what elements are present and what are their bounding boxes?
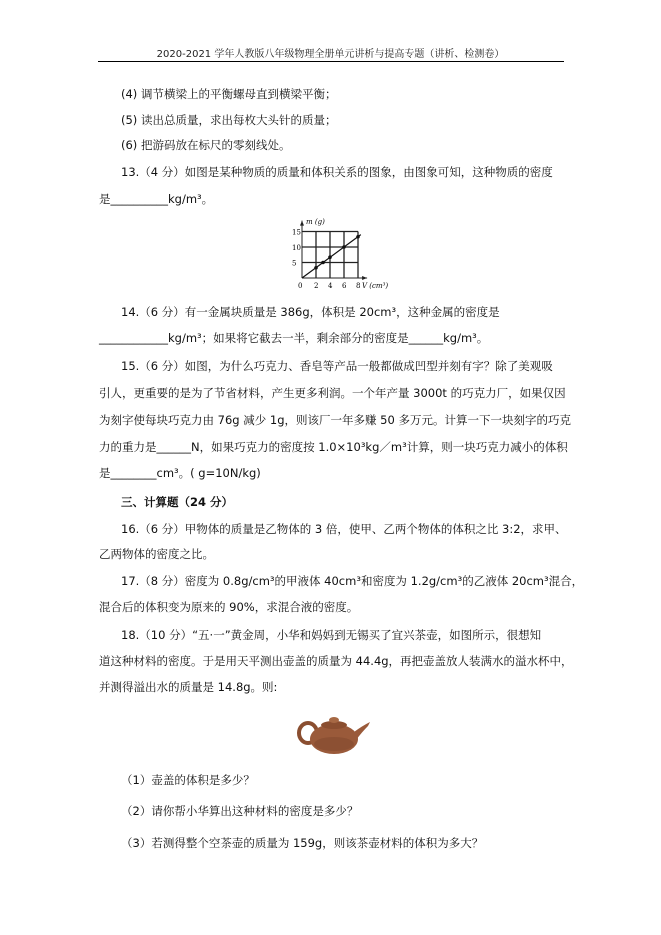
line-q15-c: 为刻字使每块巧克力由 76g 减少 1g，则该厂一年多赚 50 多万元。计算一下一块刻字的巧克	[99, 413, 571, 427]
teapot-knob	[329, 717, 339, 723]
line-q13-b: 是__________kg/m³。	[99, 192, 214, 206]
line-q15-a: 15.（6 分）如图，为什么巧克力、香皂等产品一般都做成凹型并刻有字？除了美观吸	[121, 359, 553, 373]
line-step-4: (4) 调节横梁上的平衡螺母直到横梁平衡；	[121, 87, 337, 101]
line-q15-d: 力的重力是______N，如果巧克力的密度按 1.0×10³kg／m³计算，则一块巧克力减小的体积	[99, 440, 568, 454]
line-q14-a: 14.（6 分）有一金属块质量是 386g，体积是 20cm³，这种金属的密度是	[121, 305, 500, 319]
x-tick-label: 8	[356, 282, 361, 290]
x-axis-arrow	[362, 276, 367, 280]
y-tick-label: 5	[292, 259, 297, 268]
x-tick-label: 6	[342, 282, 347, 290]
line-q16-b: 乙两物体的密度之比。	[99, 547, 214, 561]
teapot-shade	[314, 737, 354, 751]
line-q18-b: 道这种材料的密度。于是用天平测出壶盖的质量为 44.4g，再把壶盖放人装满水的溢水杯中，	[99, 654, 573, 668]
line-q15-b: 引人，更重要的是为了节省材料，产生更多利润。一个年产量 3000t 的巧克力厂，如果仅因	[99, 386, 566, 400]
line-q18-2: （2）请你帮小华算出这种材料的密度是多少？	[121, 804, 359, 818]
y-axis-label: m (g)	[306, 218, 325, 227]
data-point	[342, 245, 346, 249]
line-q13-a: 13.（4 分）如图是某种物质的质量和体积关系的图象，由图象可知，这种物质的密度	[121, 165, 553, 179]
line-q18-3: （3）若测得整个空茶壶的质量为 159g，则该茶壶材料的体积为多大？	[121, 836, 484, 850]
x-tick-label: 4	[328, 282, 333, 290]
x-axis-label: V (cm³)	[362, 282, 389, 290]
x-tick-label: 0	[298, 282, 303, 290]
y-tick-label: 15	[292, 228, 301, 237]
data-point	[314, 266, 318, 270]
line-q15-e: 是________cm³。( g=10N/kg)	[99, 466, 261, 480]
line-step-6: (6) 把游码放在标尺的零刻线处。	[121, 138, 291, 152]
line-step-5: (5) 读出总质量，求出每枚大头针的质量；	[121, 113, 337, 127]
line-q17-b: 混合后的体积变为原来的 90%，求混合液的密度。	[99, 600, 359, 614]
page-header: 2020-2021 学年人教版八年级物理全册单元讲析与提高专题（讲析、检测卷）	[156, 49, 505, 60]
teapot-image	[296, 712, 372, 758]
mass-volume-graph	[280, 212, 400, 292]
line-section-3: 三、计算题（24 分）	[121, 495, 234, 509]
x-tick-label: 2	[314, 282, 319, 290]
data-point	[356, 235, 360, 239]
line-q18-a: 18.（10 分）“五·一”黄金周，小华和妈妈到无锡买了宜兴茶壶，如图所示，很想知	[121, 628, 542, 642]
line-q18-1: （1）壶盖的体积是多少？	[121, 773, 255, 787]
line-q18-c: 并测得溢出水的质量是 14.8g。则:	[99, 680, 278, 694]
line-q14-b: ____________kg/m³；如果将它截去一半，剩余部分的密度是______kg/m³。	[99, 331, 489, 345]
y-tick-label: 10	[292, 244, 301, 252]
data-point	[321, 261, 325, 265]
line-q17-a: 17.（8 分）密度为 0.8g/cm³的甲液体 40cm³和密度为 1.2g/cm³的乙液体 20cm³混合，	[121, 574, 584, 588]
data-point	[328, 255, 332, 259]
header-rule	[98, 61, 564, 62]
y-axis-arrow	[300, 221, 304, 226]
line-q16-a: 16.（6 分）甲物体的质量是乙物体的 3 倍，使甲、乙两个物体的体积之比 3:2，求甲、	[121, 522, 567, 536]
